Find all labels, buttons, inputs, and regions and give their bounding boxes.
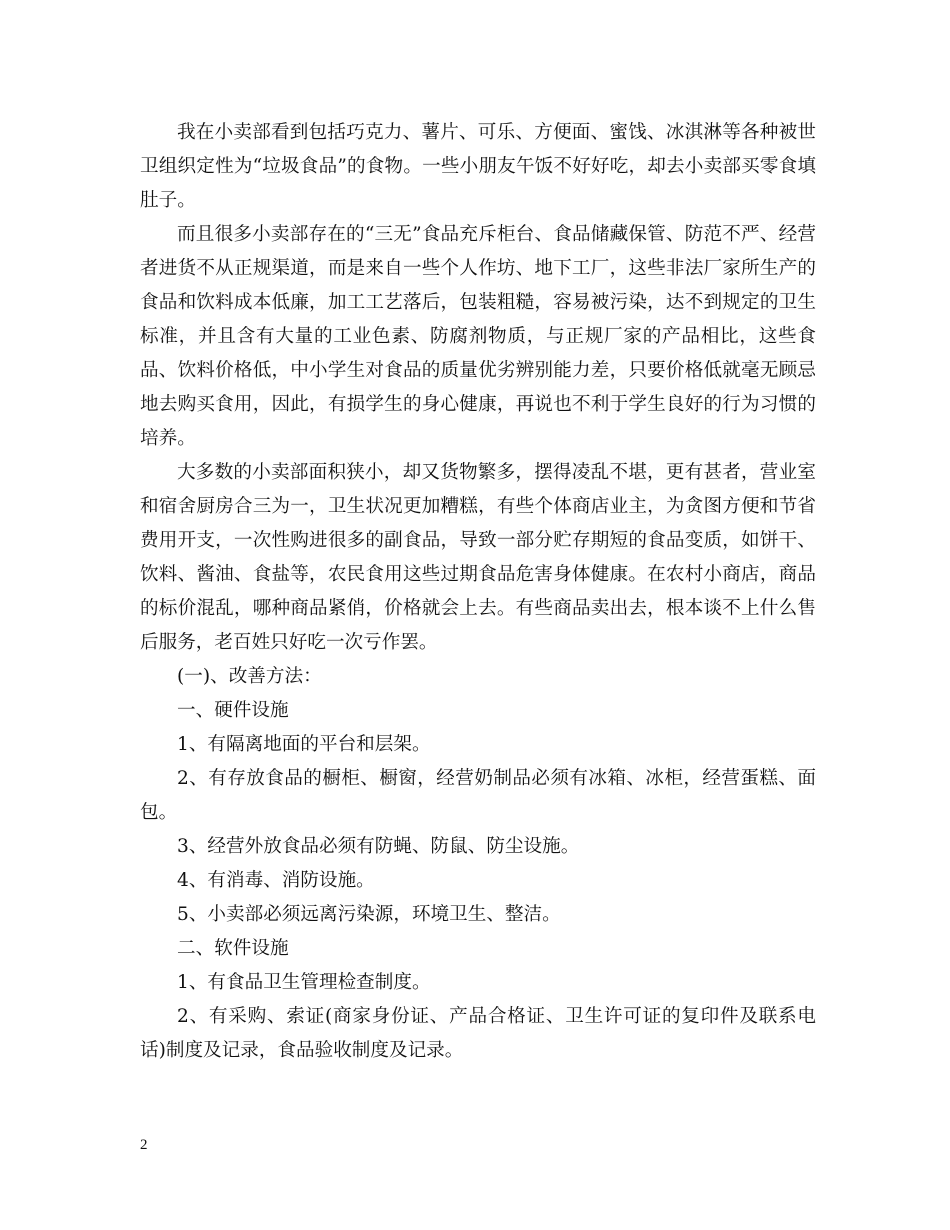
body-paragraph: 而且很多小卖部存在的“三无”食品充斥柜台、食品储藏保管、防范不严、经营者进货不从正规渠道，而是来自一些个人作坊、地下工厂，这些非法厂家所生产的食品和饮料成本低廉，加工工艺落后，包装粗糙，容易被污染，达不到规定的卫生标准，并且含有大量的工业色素、防腐剂物质，与正规厂家的产品相比，这些食品、饮料价格低，中小学生对食品的质量优劣辨别能力差，只要价格低就毫无顾忌地去购买食用，因此，有损学生的身心健康，再说也不利于学生良好的行为习惯的培养。 [140, 224, 816, 449]
body-paragraph: 我在小卖部看到包括巧克力、薯片、可乐、方便面、蜜饯、冰淇淋等各种被世卫组织定性为“垃圾食品”的食物。一些小朋友午饭不好好吃，却去小卖部买零食填肚子。 [140, 122, 816, 211]
list-item: 2、有采购、索证(商家身份证、产品合格证、卫生许可证的复印件及联系电话)制度及记录，食品验收制度及记录。 [140, 1006, 816, 1061]
page-number: 2 [140, 1137, 148, 1153]
list-item: 2、有存放食品的橱柜、橱窗，经营奶制品必须有冰箱、冰柜，经营蛋糕、面包。 [140, 768, 816, 823]
subsection-heading: 二、软件设施 [177, 938, 289, 959]
list-item: 4、有消毒、消防设施。 [177, 870, 375, 891]
subsection-heading: 一、硬件设施 [177, 700, 289, 721]
list-item: 1、有食品卫生管理检查制度。 [177, 972, 431, 993]
list-item: 3、经营外放食品必须有防蝇、防鼠、防尘设施。 [177, 836, 580, 857]
list-item: 1、有隔离地面的平台和层架。 [177, 734, 431, 755]
list-item: 5、小卖部必须远离污染源，环境卫生、整洁。 [177, 904, 561, 925]
section-heading: (一)、改善方法： [177, 666, 322, 687]
body-paragraph: 大多数的小卖部面积狭小，却又货物繁多，摆得凌乱不堪，更有甚者，营业室和宿舍厨房合三为一，卫生状况更加糟糕，有些个体商店业主，为贪图方便和节省费用开支，一次性购进很多的副食品，导致一部分贮存期短的食品变质，如饼干、饮料、酱油、食盐等，农民食用这些过期食品危害身体健康。在农村小商店，商品的标价混乱，哪种商品紧俏，价格就会上去。有些商品卖出去，根本谈不上什么售后服务，老百姓只好吃一次亏作罢。 [140, 462, 816, 653]
document-body [140, 116, 816, 1068]
